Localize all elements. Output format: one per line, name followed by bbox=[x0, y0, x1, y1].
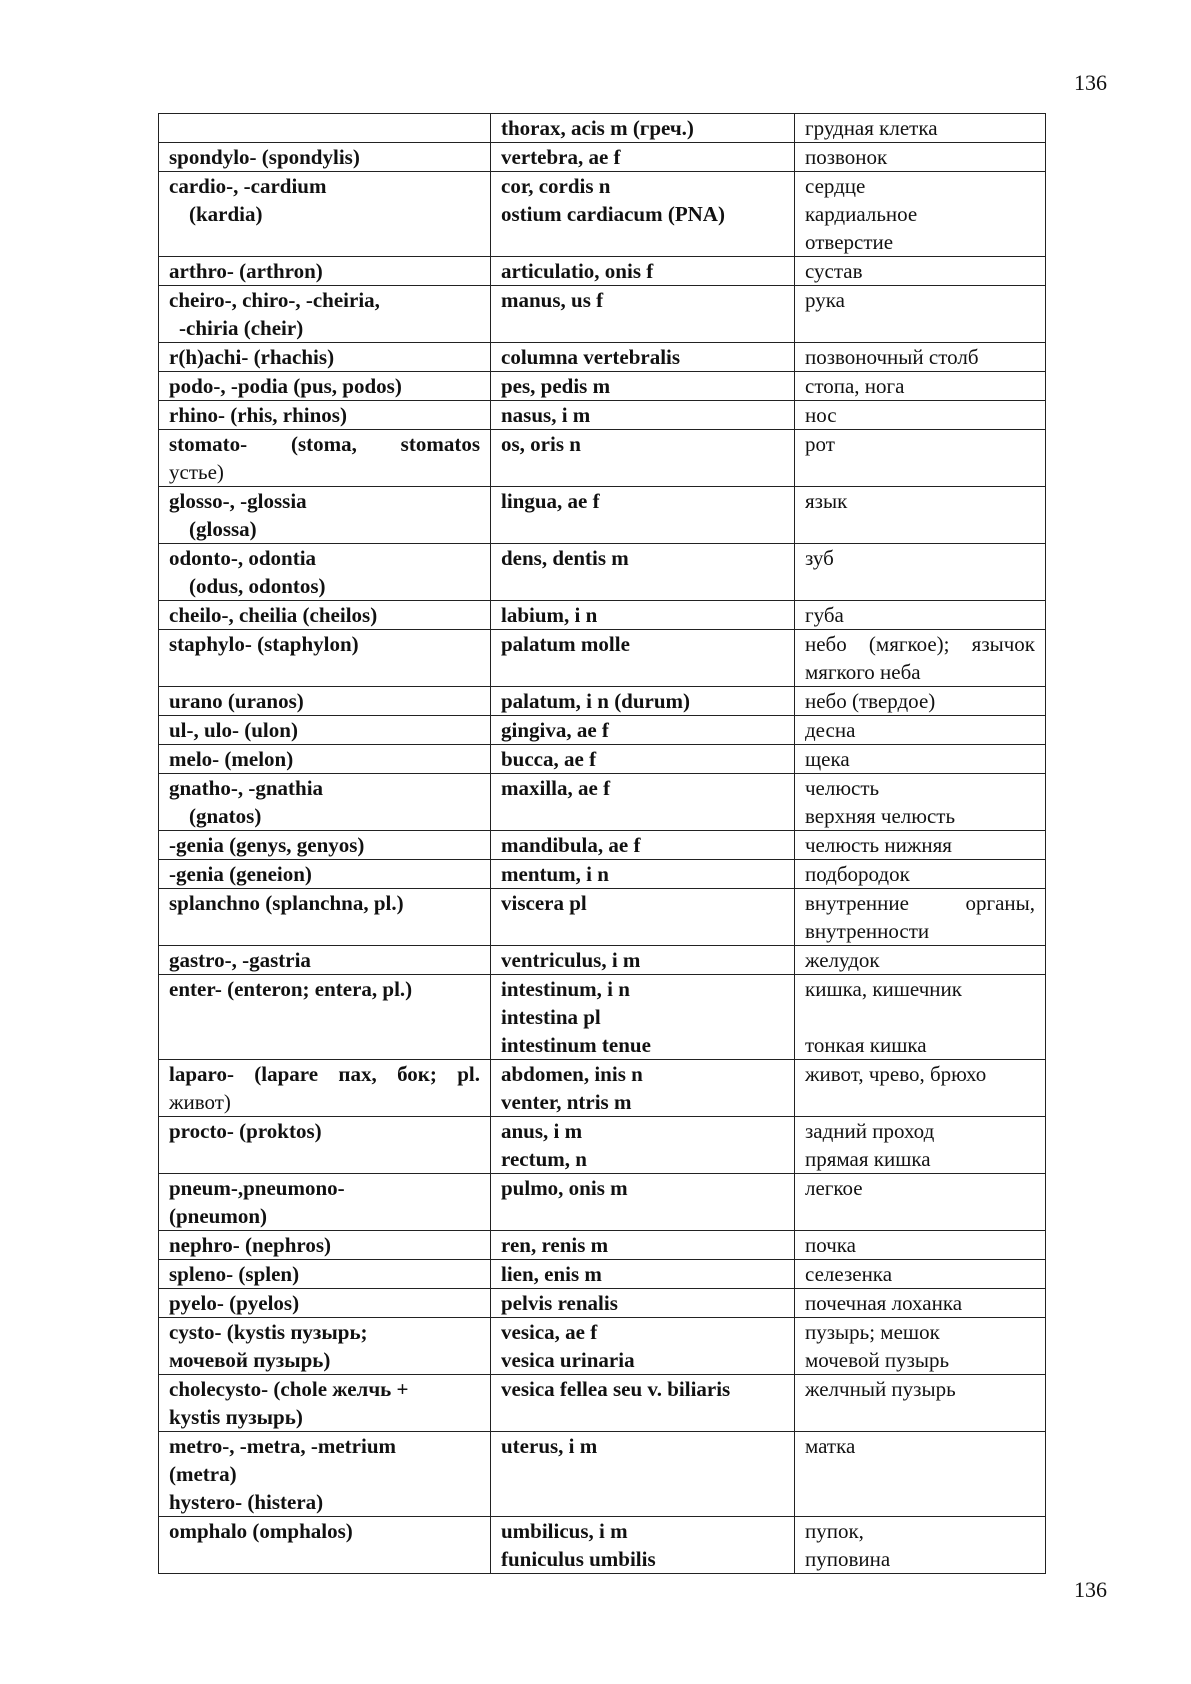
cell-line: задний проход bbox=[805, 1119, 935, 1143]
translation-cell bbox=[795, 687, 1046, 716]
cell-line: manus, us f bbox=[501, 288, 604, 312]
latin-term-cell bbox=[491, 1517, 795, 1574]
cell-line: тонкая кишка bbox=[805, 1033, 927, 1057]
term-element-cell bbox=[159, 831, 491, 860]
cell-line: ren, renis m bbox=[501, 1233, 609, 1257]
cell-line: позвонок bbox=[805, 145, 888, 169]
term-element-cell bbox=[159, 1289, 491, 1318]
table-row bbox=[159, 831, 1046, 860]
latin-term-cell bbox=[491, 1231, 795, 1260]
table-row bbox=[159, 114, 1046, 143]
cell-line: желчный пузырь bbox=[805, 1377, 956, 1401]
cell-line: staphylo- (staphylon) bbox=[169, 632, 359, 656]
cell-line: мочевой пузырь) bbox=[169, 1348, 331, 1372]
cell-line: melo- (melon) bbox=[169, 747, 294, 771]
cell-line: os, oris n bbox=[501, 432, 581, 456]
page-number-bottom: 136 bbox=[1074, 1577, 1107, 1602]
cell-line: odonto-, odontia bbox=[169, 546, 317, 570]
latin-term-cell bbox=[491, 1174, 795, 1231]
translation-cell bbox=[795, 1517, 1046, 1574]
cell-line: gastro-, -gastria bbox=[169, 948, 311, 972]
table-row bbox=[159, 1117, 1046, 1174]
latin-term-cell bbox=[491, 430, 795, 487]
cell-line: небо (мягкое); язычок bbox=[805, 632, 1035, 656]
cell-line: внутренности bbox=[805, 919, 930, 943]
cell-line: splanchno (splanchna, pl.) bbox=[169, 891, 404, 915]
term-element-cell bbox=[159, 1318, 491, 1375]
term-element-cell bbox=[159, 1174, 491, 1231]
cell-line: palatum, i n (durum) bbox=[501, 689, 691, 713]
cell-line: procto- (proktos) bbox=[169, 1119, 322, 1143]
page-number-top: 136 bbox=[1074, 70, 1107, 95]
latin-term-cell bbox=[491, 630, 795, 687]
table-row bbox=[159, 487, 1046, 544]
term-element-cell bbox=[159, 687, 491, 716]
cell-line: рука bbox=[805, 288, 845, 312]
translation-cell bbox=[795, 975, 1046, 1060]
latin-term-cell bbox=[491, 601, 795, 630]
translation-cell bbox=[795, 343, 1046, 372]
term-element-cell bbox=[159, 946, 491, 975]
term-element-cell bbox=[159, 745, 491, 774]
term-element-cell bbox=[159, 1432, 491, 1517]
cell-line: labium, i n bbox=[501, 603, 598, 627]
cell-line: матка bbox=[805, 1434, 856, 1458]
cell-line: anus, i m bbox=[501, 1119, 583, 1143]
latin-term-cell bbox=[491, 889, 795, 946]
latin-term-cell bbox=[491, 257, 795, 286]
cell-line: устье) bbox=[169, 460, 224, 484]
cell-line: стопа, нога bbox=[805, 374, 905, 398]
cell-line: umbilicus, i m bbox=[501, 1519, 628, 1543]
cell-line: желудок bbox=[805, 948, 880, 972]
translation-cell bbox=[795, 257, 1046, 286]
cell-line: urano (uranos) bbox=[169, 689, 304, 713]
cell-line: (kardia) bbox=[189, 202, 263, 226]
table-row bbox=[159, 401, 1046, 430]
cell-line: mentum, i n bbox=[501, 862, 609, 886]
table-row bbox=[159, 601, 1046, 630]
cell-line: зуб bbox=[805, 546, 834, 570]
cell-line: kystis пузырь) bbox=[169, 1405, 303, 1429]
table-row bbox=[159, 630, 1046, 687]
cell-line: сустав bbox=[805, 259, 863, 283]
cell-line: легкое bbox=[805, 1176, 863, 1200]
cell-line: ostium cardiacum (PNA) bbox=[501, 202, 725, 226]
translation-cell bbox=[795, 716, 1046, 745]
translation-cell bbox=[795, 601, 1046, 630]
cell-line: позвоночный столб bbox=[805, 345, 979, 369]
term-element-cell bbox=[159, 1260, 491, 1289]
latin-term-cell bbox=[491, 831, 795, 860]
terminology-table-body bbox=[159, 114, 1046, 1574]
cell-line: небо (твердое) bbox=[805, 689, 936, 713]
cell-line: thorax, acis m (греч.) bbox=[501, 116, 694, 140]
latin-term-cell bbox=[491, 343, 795, 372]
cell-line: r(h)achi- (rhachis) bbox=[169, 345, 335, 369]
latin-term-cell bbox=[491, 946, 795, 975]
translation-cell bbox=[795, 114, 1046, 143]
cell-line: columna vertebralis bbox=[501, 345, 681, 369]
table-row bbox=[159, 172, 1046, 257]
latin-term-cell bbox=[491, 1318, 795, 1375]
term-element-cell bbox=[159, 544, 491, 601]
terminology-table bbox=[158, 113, 1046, 1574]
term-element-cell bbox=[159, 114, 491, 143]
cell-line: vertebra, ae f bbox=[501, 145, 621, 169]
latin-term-cell bbox=[491, 372, 795, 401]
term-element-cell bbox=[159, 430, 491, 487]
cell-line: gingiva, ae f bbox=[501, 718, 609, 742]
cell-line: gnatho-, -gnathia bbox=[169, 776, 324, 800]
term-element-cell bbox=[159, 889, 491, 946]
term-element-cell bbox=[159, 1517, 491, 1574]
cell-line: cheiro-, chiro-, -cheiria, bbox=[169, 288, 380, 312]
latin-term-cell bbox=[491, 1060, 795, 1117]
latin-term-cell bbox=[491, 487, 795, 544]
cell-line: lingua, ae f bbox=[501, 489, 600, 513]
translation-cell bbox=[795, 1318, 1046, 1375]
translation-cell bbox=[795, 172, 1046, 257]
latin-term-cell bbox=[491, 716, 795, 745]
translation-cell bbox=[795, 1174, 1046, 1231]
table-row bbox=[159, 889, 1046, 946]
cell-line: pes, pedis m bbox=[501, 374, 611, 398]
latin-term-cell bbox=[491, 1289, 795, 1318]
translation-cell bbox=[795, 1432, 1046, 1517]
cell-line: enter- (enteron; entera, pl.) bbox=[169, 977, 413, 1001]
cell-line: pulmo, onis m bbox=[501, 1176, 628, 1200]
cell-line: cholecysto- (chole желчь + bbox=[169, 1377, 409, 1401]
cell-line: сердце bbox=[805, 174, 866, 198]
term-element-cell bbox=[159, 286, 491, 343]
cell-line: губа bbox=[805, 603, 844, 627]
table-row bbox=[159, 430, 1046, 487]
translation-cell bbox=[795, 745, 1046, 774]
cell-line: язык bbox=[805, 489, 848, 513]
cell-line: ventriculus, i m bbox=[501, 948, 641, 972]
translation-cell bbox=[795, 286, 1046, 343]
translation-cell bbox=[795, 1260, 1046, 1289]
cell-line: mandibula, ae f bbox=[501, 833, 641, 857]
cell-line: intestinum tenue bbox=[501, 1033, 651, 1057]
translation-cell bbox=[795, 401, 1046, 430]
cell-line: intestinum, i n bbox=[501, 977, 630, 1001]
table-row bbox=[159, 975, 1046, 1060]
cell-line: nasus, i m bbox=[501, 403, 591, 427]
cell-line: maxilla, ae f bbox=[501, 776, 611, 800]
table-row bbox=[159, 716, 1046, 745]
translation-cell bbox=[795, 831, 1046, 860]
cell-line: рот bbox=[805, 432, 835, 456]
latin-term-cell bbox=[491, 774, 795, 831]
table-row bbox=[159, 1375, 1046, 1432]
table-row bbox=[159, 372, 1046, 401]
cell-line: внутренние органы, bbox=[805, 891, 1035, 915]
cell-line: челюсть нижняя bbox=[805, 833, 952, 857]
term-element-cell bbox=[159, 1375, 491, 1432]
table-row bbox=[159, 774, 1046, 831]
table-row bbox=[159, 143, 1046, 172]
cell-line: -genia (genys, genyos) bbox=[169, 833, 365, 857]
cell-line: (gnatos) bbox=[189, 804, 262, 828]
term-element-cell bbox=[159, 601, 491, 630]
table-row bbox=[159, 1060, 1046, 1117]
cell-line: rhino- (rhis, rhinos) bbox=[169, 403, 347, 427]
translation-cell bbox=[795, 1375, 1046, 1432]
translation-cell bbox=[795, 774, 1046, 831]
translation-cell bbox=[795, 630, 1046, 687]
cell-line bbox=[805, 1003, 1035, 1031]
term-element-cell bbox=[159, 1231, 491, 1260]
table-row bbox=[159, 343, 1046, 372]
term-element-cell bbox=[159, 1117, 491, 1174]
cell-line: (pneumon) bbox=[169, 1204, 268, 1228]
translation-cell bbox=[795, 889, 1046, 946]
cell-line: мягкого неба bbox=[805, 660, 921, 684]
cell-line: pneum-,pneumono- bbox=[169, 1176, 345, 1200]
cell-line: кишка, кишечник bbox=[805, 977, 962, 1001]
table-row bbox=[159, 1231, 1046, 1260]
cell-line: отверстие bbox=[805, 230, 894, 254]
term-element-cell bbox=[159, 1060, 491, 1117]
latin-term-cell bbox=[491, 172, 795, 257]
cell-line: (metra) bbox=[169, 1462, 237, 1486]
cell-line: нос bbox=[805, 403, 837, 427]
cell-line: pyelo- (pyelos) bbox=[169, 1291, 300, 1315]
cell-line: пузырь; мешок bbox=[805, 1320, 940, 1344]
latin-term-cell bbox=[491, 1260, 795, 1289]
cell-line: arthro- (arthron) bbox=[169, 259, 323, 283]
cell-line: (glossa) bbox=[189, 517, 257, 541]
latin-term-cell bbox=[491, 745, 795, 774]
table-row bbox=[159, 946, 1046, 975]
table-row bbox=[159, 286, 1046, 343]
term-element-cell bbox=[159, 401, 491, 430]
cell-line: articulatio, onis f bbox=[501, 259, 654, 283]
cell-line: прямая кишка bbox=[805, 1147, 931, 1171]
term-element-cell bbox=[159, 257, 491, 286]
cell-line: почка bbox=[805, 1233, 856, 1257]
cell-line: abdomen, inis n bbox=[501, 1062, 643, 1086]
cell-line: bucca, ae f bbox=[501, 747, 597, 771]
latin-term-cell bbox=[491, 1117, 795, 1174]
table-row bbox=[159, 1318, 1046, 1375]
table-row bbox=[159, 745, 1046, 774]
cell-line: vesica fellea seu v. biliaris bbox=[501, 1377, 731, 1401]
translation-cell bbox=[795, 544, 1046, 601]
term-element-cell bbox=[159, 716, 491, 745]
cell-line: omphalo (omphalos) bbox=[169, 1519, 353, 1543]
translation-cell bbox=[795, 1117, 1046, 1174]
term-element-cell bbox=[159, 343, 491, 372]
table-row bbox=[159, 1432, 1046, 1517]
cell-line: cheilo-, cheilia (cheilos) bbox=[169, 603, 378, 627]
cell-line: верхняя челюсть bbox=[805, 804, 956, 828]
cell-line: vesica urinaria bbox=[501, 1348, 635, 1372]
term-element-cell bbox=[159, 975, 491, 1060]
table-row bbox=[159, 544, 1046, 601]
table-row bbox=[159, 1517, 1046, 1574]
cell-line: грудная клетка bbox=[805, 116, 938, 140]
cell-line: intestina pl bbox=[501, 1005, 601, 1029]
cell-line: cardio-, -cardium bbox=[169, 174, 327, 198]
cell-line: vesica, ae f bbox=[501, 1320, 598, 1344]
cell-line: spondylo- (spondylis) bbox=[169, 145, 360, 169]
latin-term-cell bbox=[491, 1375, 795, 1432]
cell-line: пуповина bbox=[805, 1547, 891, 1571]
term-element-cell bbox=[159, 487, 491, 544]
cell-line: venter, ntris m bbox=[501, 1090, 632, 1114]
cell-line: pelvis renalis bbox=[501, 1291, 618, 1315]
cell-line: мочевой пузырь bbox=[805, 1348, 950, 1372]
table-row bbox=[159, 257, 1046, 286]
cell-line: podo-, -podia (pus, podos) bbox=[169, 374, 402, 398]
cell-line: -chiria (cheir) bbox=[179, 316, 304, 340]
term-element-cell bbox=[159, 860, 491, 889]
translation-cell bbox=[795, 860, 1046, 889]
cell-line: viscera pl bbox=[501, 891, 587, 915]
term-element-cell bbox=[159, 143, 491, 172]
cell-line: uterus, i m bbox=[501, 1434, 598, 1458]
cell-line: rectum, n bbox=[501, 1147, 587, 1171]
cell-line: metro-, -metra, -metrium bbox=[169, 1434, 396, 1458]
cell-line: (odus, odontos) bbox=[189, 574, 326, 598]
term-element-cell bbox=[159, 630, 491, 687]
translation-cell bbox=[795, 946, 1046, 975]
cell-line: ul-, ulo- (ulon) bbox=[169, 718, 298, 742]
cell-line: laparo- (lapare пах, бок; pl. bbox=[169, 1062, 480, 1086]
cell-line: nephro- (nephros) bbox=[169, 1233, 332, 1257]
latin-term-cell bbox=[491, 860, 795, 889]
cell-line: подбородок bbox=[805, 862, 910, 886]
cell-line: щека bbox=[805, 747, 850, 771]
translation-cell bbox=[795, 143, 1046, 172]
latin-term-cell bbox=[491, 1432, 795, 1517]
cell-line: почечная лоханка bbox=[805, 1291, 963, 1315]
cell-line: lien, enis m bbox=[501, 1262, 602, 1286]
table-row bbox=[159, 1174, 1046, 1231]
cell-line: cysto- (kystis пузырь; bbox=[169, 1320, 368, 1344]
cell-line: cor, cordis n bbox=[501, 174, 611, 198]
cell-line: palatum molle bbox=[501, 632, 630, 656]
latin-term-cell bbox=[491, 114, 795, 143]
term-element-cell bbox=[159, 172, 491, 257]
cell-line: glosso-, -glossia bbox=[169, 489, 307, 513]
cell-line: кардиальное bbox=[805, 202, 918, 226]
cell-line: селезенка bbox=[805, 1262, 893, 1286]
translation-cell bbox=[795, 487, 1046, 544]
cell-line: живот) bbox=[169, 1090, 231, 1114]
cell-line: -genia (geneion) bbox=[169, 862, 312, 886]
table-row bbox=[159, 687, 1046, 716]
translation-cell bbox=[795, 372, 1046, 401]
latin-term-cell bbox=[491, 143, 795, 172]
cell-line: десна bbox=[805, 718, 856, 742]
translation-cell bbox=[795, 1231, 1046, 1260]
cell-line: hystero- (histera) bbox=[169, 1490, 324, 1514]
translation-cell bbox=[795, 1289, 1046, 1318]
cell-line: живот, чрево, брюхо bbox=[805, 1062, 987, 1086]
cell-line: пупок, bbox=[805, 1519, 864, 1543]
latin-term-cell bbox=[491, 286, 795, 343]
term-element-cell bbox=[159, 372, 491, 401]
translation-cell bbox=[795, 430, 1046, 487]
table-row bbox=[159, 1289, 1046, 1318]
table-row bbox=[159, 860, 1046, 889]
cell-line: stomato- (stoma, stomatos bbox=[169, 432, 480, 456]
latin-term-cell bbox=[491, 401, 795, 430]
cell-line bbox=[169, 114, 480, 142]
cell-line: челюсть bbox=[805, 776, 880, 800]
cell-line: spleno- (splen) bbox=[169, 1262, 300, 1286]
latin-term-cell bbox=[491, 975, 795, 1060]
cell-line: dens, dentis m bbox=[501, 546, 629, 570]
latin-term-cell bbox=[491, 544, 795, 601]
table-row bbox=[159, 1260, 1046, 1289]
cell-line: funiculus umbilis bbox=[501, 1547, 656, 1571]
term-element-cell bbox=[159, 774, 491, 831]
latin-term-cell bbox=[491, 687, 795, 716]
translation-cell bbox=[795, 1060, 1046, 1117]
